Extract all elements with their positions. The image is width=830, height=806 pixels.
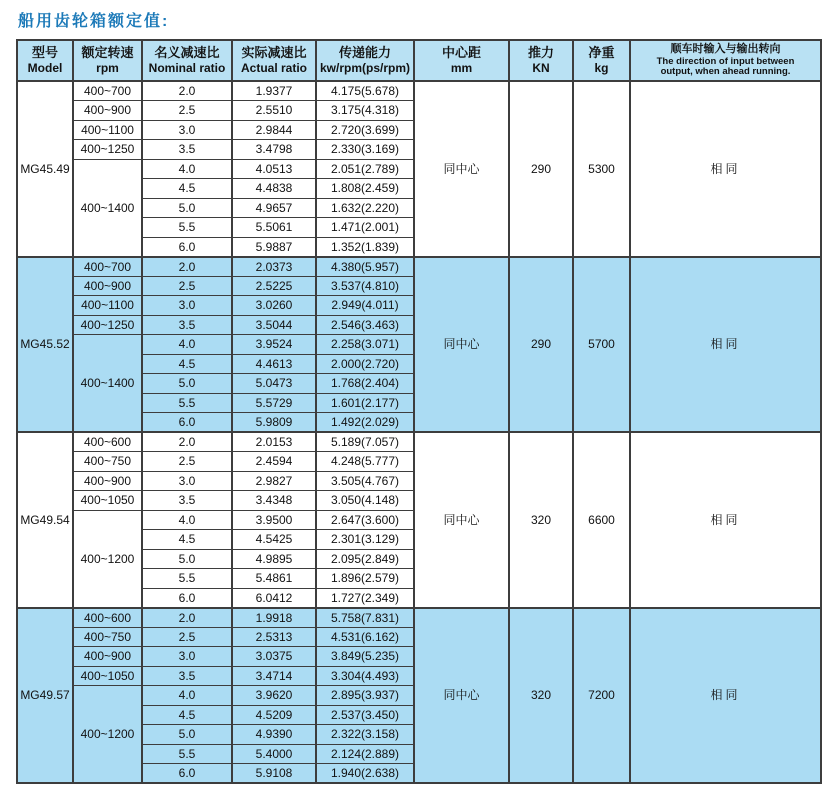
table-header <box>17 40 821 81</box>
capacity-cell: 2.720(3.699) <box>316 120 414 140</box>
actual-ratio-cell: 4.5209 <box>232 705 316 725</box>
thrust-cell: 290 <box>509 81 573 257</box>
actual-ratio-cell: 3.4798 <box>232 140 316 160</box>
speed-range-merged-cell: 400~1400 <box>73 159 142 257</box>
actual-ratio-cell: 5.5061 <box>232 218 316 238</box>
page-title: 船用齿轮箱额定值: <box>18 13 170 30</box>
nominal-ratio-cell: 2.0 <box>142 608 232 628</box>
nominal-ratio-cell: 6.0 <box>142 588 232 608</box>
thrust-cell: 320 <box>509 608 573 784</box>
actual-ratio-cell: 2.5510 <box>232 101 316 121</box>
capacity-cell: 1.808(2.459) <box>316 179 414 199</box>
speed-range-merged-cell: 400~1200 <box>73 510 142 608</box>
nominal-ratio-cell: 5.0 <box>142 374 232 394</box>
center-distance-cell: 同中心 <box>414 81 509 257</box>
header-center-distance: 中心距 mm <box>414 40 509 81</box>
actual-ratio-cell: 2.5313 <box>232 627 316 647</box>
header-actual-ratio: 实际减速比 Actual ratio <box>232 40 316 81</box>
actual-ratio-cell: 3.5044 <box>232 315 316 335</box>
nominal-ratio-cell: 5.5 <box>142 744 232 764</box>
actual-ratio-cell: 5.9887 <box>232 237 316 257</box>
thrust-cell: 320 <box>509 432 573 608</box>
net-weight-cell: 5700 <box>573 257 630 433</box>
capacity-cell: 3.849(5.235) <box>316 647 414 667</box>
nominal-ratio-cell: 5.5 <box>142 393 232 413</box>
actual-ratio-cell: 5.9108 <box>232 764 316 784</box>
speed-range-cell: 400~750 <box>73 452 142 472</box>
speed-range-cell: 400~1050 <box>73 491 142 511</box>
header-model: 型号 Model <box>17 40 73 81</box>
capacity-cell: 1.768(2.404) <box>316 374 414 394</box>
model-cell: MG49.54 <box>17 432 73 608</box>
actual-ratio-cell: 3.4714 <box>232 666 316 686</box>
header-net-weight: 净重 kg <box>573 40 630 81</box>
nominal-ratio-cell: 6.0 <box>142 413 232 433</box>
actual-ratio-cell: 4.9895 <box>232 549 316 569</box>
capacity-cell: 2.095(2.849) <box>316 549 414 569</box>
capacity-cell: 4.380(5.957) <box>316 257 414 277</box>
capacity-cell: 4.175(5.678) <box>316 81 414 101</box>
actual-ratio-cell: 4.4613 <box>232 354 316 374</box>
speed-range-cell: 400~700 <box>73 257 142 277</box>
ratio-row <box>17 432 821 452</box>
speed-range-cell: 400~1250 <box>73 315 142 335</box>
actual-ratio-cell: 6.0412 <box>232 588 316 608</box>
nominal-ratio-cell: 2.0 <box>142 432 232 452</box>
capacity-cell: 2.301(3.129) <box>316 530 414 550</box>
capacity-cell: 5.189(7.057) <box>316 432 414 452</box>
nominal-ratio-cell: 2.0 <box>142 81 232 101</box>
net-weight-cell: 6600 <box>573 432 630 608</box>
nominal-ratio-cell: 5.0 <box>142 198 232 218</box>
nominal-ratio-cell: 5.0 <box>142 549 232 569</box>
actual-ratio-cell: 3.0260 <box>232 296 316 316</box>
header-rated-speed: 额定转速 rpm <box>73 40 142 81</box>
speed-range-merged-cell: 400~1200 <box>73 686 142 784</box>
gearbox-ratings-table <box>16 39 822 784</box>
actual-ratio-cell: 2.9827 <box>232 471 316 491</box>
header-direction: 顺车时输入与输出转向 The direction of input between output, when ahead running. <box>630 40 821 81</box>
nominal-ratio-cell: 3.0 <box>142 120 232 140</box>
capacity-cell: 1.601(2.177) <box>316 393 414 413</box>
capacity-cell: 1.492(2.029) <box>316 413 414 433</box>
nominal-ratio-cell: 4.0 <box>142 510 232 530</box>
actual-ratio-cell: 2.0153 <box>232 432 316 452</box>
speed-range-cell: 400~900 <box>73 101 142 121</box>
actual-ratio-cell: 2.0373 <box>232 257 316 277</box>
capacity-cell: 3.050(4.148) <box>316 491 414 511</box>
center-distance-cell: 同中心 <box>414 257 509 433</box>
ratio-row <box>17 257 821 277</box>
model-cell: MG45.52 <box>17 257 73 433</box>
speed-range-cell: 400~900 <box>73 647 142 667</box>
model-cell: MG45.49 <box>17 81 73 257</box>
capacity-cell: 2.258(3.071) <box>316 335 414 355</box>
ratio-row <box>17 608 821 628</box>
capacity-cell: 3.505(4.767) <box>316 471 414 491</box>
actual-ratio-cell: 4.9390 <box>232 725 316 745</box>
direction-cell: 相同 <box>630 257 821 433</box>
nominal-ratio-cell: 6.0 <box>142 237 232 257</box>
speed-range-cell: 400~1100 <box>73 120 142 140</box>
nominal-ratio-cell: 4.5 <box>142 530 232 550</box>
actual-ratio-cell: 4.0513 <box>232 159 316 179</box>
nominal-ratio-cell: 4.0 <box>142 159 232 179</box>
nominal-ratio-cell: 5.5 <box>142 218 232 238</box>
actual-ratio-cell: 2.4594 <box>232 452 316 472</box>
table-body <box>17 81 821 783</box>
nominal-ratio-cell: 4.5 <box>142 179 232 199</box>
capacity-cell: 2.546(3.463) <box>316 315 414 335</box>
capacity-cell: 2.895(3.937) <box>316 686 414 706</box>
nominal-ratio-cell: 3.5 <box>142 491 232 511</box>
capacity-cell: 3.304(4.493) <box>316 666 414 686</box>
actual-ratio-cell: 3.0375 <box>232 647 316 667</box>
header-row <box>17 40 821 81</box>
header-nominal-ratio: 名义减速比 Nominal ratio <box>142 40 232 81</box>
nominal-ratio-cell: 3.0 <box>142 296 232 316</box>
model-cell: MG49.57 <box>17 608 73 784</box>
speed-range-cell: 400~1250 <box>73 140 142 160</box>
speed-range-cell: 400~600 <box>73 608 142 628</box>
capacity-cell: 2.330(3.169) <box>316 140 414 160</box>
nominal-ratio-cell: 3.5 <box>142 666 232 686</box>
capacity-cell: 2.949(4.011) <box>316 296 414 316</box>
capacity-cell: 2.322(3.158) <box>316 725 414 745</box>
capacity-cell: 2.124(2.889) <box>316 744 414 764</box>
capacity-cell: 4.248(5.777) <box>316 452 414 472</box>
nominal-ratio-cell: 4.0 <box>142 335 232 355</box>
nominal-ratio-cell: 3.5 <box>142 315 232 335</box>
direction-cell: 相同 <box>630 81 821 257</box>
actual-ratio-cell: 2.9844 <box>232 120 316 140</box>
actual-ratio-cell: 2.5225 <box>232 276 316 296</box>
header-thrust: 推力 KN <box>509 40 573 81</box>
speed-range-cell: 400~1100 <box>73 296 142 316</box>
actual-ratio-cell: 3.9500 <box>232 510 316 530</box>
speed-range-cell: 400~750 <box>73 627 142 647</box>
actual-ratio-cell: 4.9657 <box>232 198 316 218</box>
capacity-cell: 1.471(2.001) <box>316 218 414 238</box>
speed-range-cell: 400~700 <box>73 81 142 101</box>
nominal-ratio-cell: 4.0 <box>142 686 232 706</box>
ratio-row <box>17 81 821 101</box>
actual-ratio-cell: 4.5425 <box>232 530 316 550</box>
nominal-ratio-cell: 3.5 <box>142 140 232 160</box>
actual-ratio-cell: 4.4838 <box>232 179 316 199</box>
actual-ratio-cell: 1.9377 <box>232 81 316 101</box>
speed-range-cell: 400~600 <box>73 432 142 452</box>
nominal-ratio-cell: 4.5 <box>142 705 232 725</box>
nominal-ratio-cell: 3.0 <box>142 471 232 491</box>
speed-range-cell: 400~900 <box>73 471 142 491</box>
nominal-ratio-cell: 2.5 <box>142 101 232 121</box>
nominal-ratio-cell: 2.5 <box>142 627 232 647</box>
speed-range-cell: 400~1050 <box>73 666 142 686</box>
actual-ratio-cell: 5.4000 <box>232 744 316 764</box>
actual-ratio-cell: 5.9809 <box>232 413 316 433</box>
capacity-cell: 1.940(2.638) <box>316 764 414 784</box>
nominal-ratio-cell: 2.5 <box>142 452 232 472</box>
header-capacity: 传递能力 kw/rpm(ps/rpm) <box>316 40 414 81</box>
capacity-cell: 2.051(2.789) <box>316 159 414 179</box>
thrust-cell: 290 <box>509 257 573 433</box>
actual-ratio-cell: 3.9620 <box>232 686 316 706</box>
speed-range-cell: 400~900 <box>73 276 142 296</box>
capacity-cell: 2.647(3.600) <box>316 510 414 530</box>
direction-cell: 相同 <box>630 608 821 784</box>
nominal-ratio-cell: 3.0 <box>142 647 232 667</box>
actual-ratio-cell: 5.5729 <box>232 393 316 413</box>
nominal-ratio-cell: 4.5 <box>142 354 232 374</box>
nominal-ratio-cell: 2.0 <box>142 257 232 277</box>
capacity-cell: 3.537(4.810) <box>316 276 414 296</box>
center-distance-cell: 同中心 <box>414 432 509 608</box>
center-distance-cell: 同中心 <box>414 608 509 784</box>
actual-ratio-cell: 5.4861 <box>232 569 316 589</box>
capacity-cell: 1.727(2.349) <box>316 588 414 608</box>
capacity-cell: 1.632(2.220) <box>316 198 414 218</box>
capacity-cell: 1.896(2.579) <box>316 569 414 589</box>
nominal-ratio-cell: 5.5 <box>142 569 232 589</box>
nominal-ratio-cell: 5.0 <box>142 725 232 745</box>
actual-ratio-cell: 3.9524 <box>232 335 316 355</box>
capacity-cell: 2.000(2.720) <box>316 354 414 374</box>
direction-cell: 相同 <box>630 432 821 608</box>
capacity-cell: 3.175(4.318) <box>316 101 414 121</box>
capacity-cell: 2.537(3.450) <box>316 705 414 725</box>
actual-ratio-cell: 1.9918 <box>232 608 316 628</box>
actual-ratio-cell: 3.4348 <box>232 491 316 511</box>
capacity-cell: 5.758(7.831) <box>316 608 414 628</box>
actual-ratio-cell: 5.0473 <box>232 374 316 394</box>
capacity-cell: 4.531(6.162) <box>316 627 414 647</box>
net-weight-cell: 5300 <box>573 81 630 257</box>
nominal-ratio-cell: 6.0 <box>142 764 232 784</box>
capacity-cell: 1.352(1.839) <box>316 237 414 257</box>
net-weight-cell: 7200 <box>573 608 630 784</box>
nominal-ratio-cell: 2.5 <box>142 276 232 296</box>
speed-range-merged-cell: 400~1400 <box>73 335 142 433</box>
